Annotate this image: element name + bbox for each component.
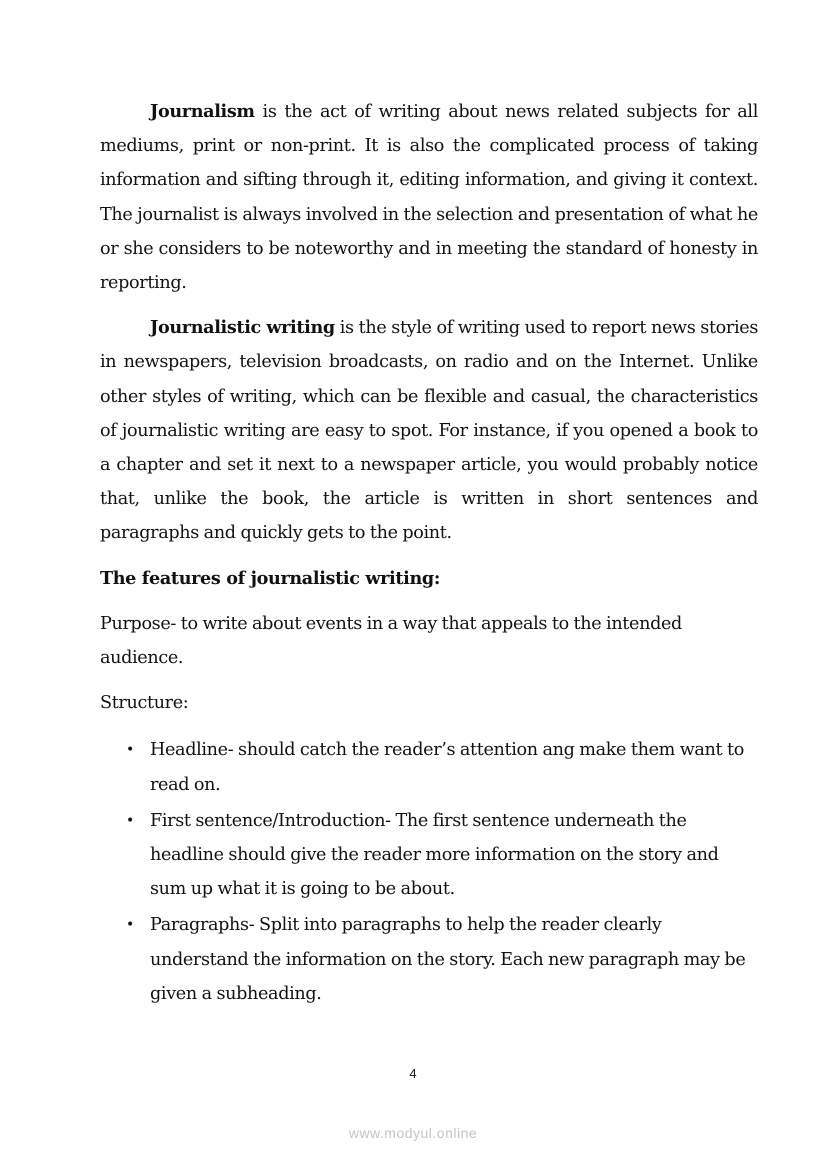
term-journalistic-writing: Journalistic writing xyxy=(150,317,335,339)
structure-item-first-sentence xyxy=(100,804,758,907)
bullet-icon: • xyxy=(126,917,134,934)
structure-label: Structure: xyxy=(100,693,189,714)
paragraph-journalism-text: is the act of writing about news related subjects for all mediums, print or non-print. It is also the complicated process of taking information and sifting through it, editing information, and giving it context. The journalist is always involved in the selection and presentation of what he or she considers to be noteworthy and in meeting the standard of honesty in reporting. xyxy=(100,102,758,294)
structure-item-headline xyxy=(100,733,758,801)
paragraph-journalistic-writing xyxy=(100,311,758,550)
term-journalism: Journalism xyxy=(150,101,255,122)
features-heading: The features of journalistic writing: xyxy=(100,567,441,589)
structure-item-text: Headline- should catch the reader’s attention ang make them want to read on. xyxy=(150,740,744,795)
structure-item-text: Paragraphs- Split into paragraphs to help the reader clearly understand the information on the story. Each new paragraph may be given a subheading. xyxy=(150,915,746,1004)
structure-list xyxy=(100,733,758,1011)
watermark: www.modyul.online xyxy=(348,1125,478,1141)
bullet-icon: • xyxy=(126,812,134,829)
paragraph-journalism xyxy=(100,95,758,300)
structure-item-text: First sentence/Introduction- The first sentence underneath the headline should give the reader more information on the story and sum up what it is going to be about. xyxy=(150,810,719,900)
bullet-icon: • xyxy=(126,742,134,759)
structure-item-paragraphs xyxy=(100,908,758,1011)
document-body xyxy=(100,95,758,1011)
purpose-text: Purpose- to write about events in a way that appeals to the intended audience. xyxy=(100,613,682,669)
page-number: 4 xyxy=(409,1066,417,1081)
paragraph-journalistic-writing-text: is the style of writing used to report news stories in newspapers, television broadcasts, on radio and on the Internet. Unlike other styles of writing, which can be flexible and casual, the characteristics of journalistic writing are easy to spot. For instance, if you opened a book to a chapter and set it next to a newspaper article, you would probably notice that, unlike the book, the article is written in short sentences and paragraphs and quickly gets to the point. xyxy=(100,318,759,544)
